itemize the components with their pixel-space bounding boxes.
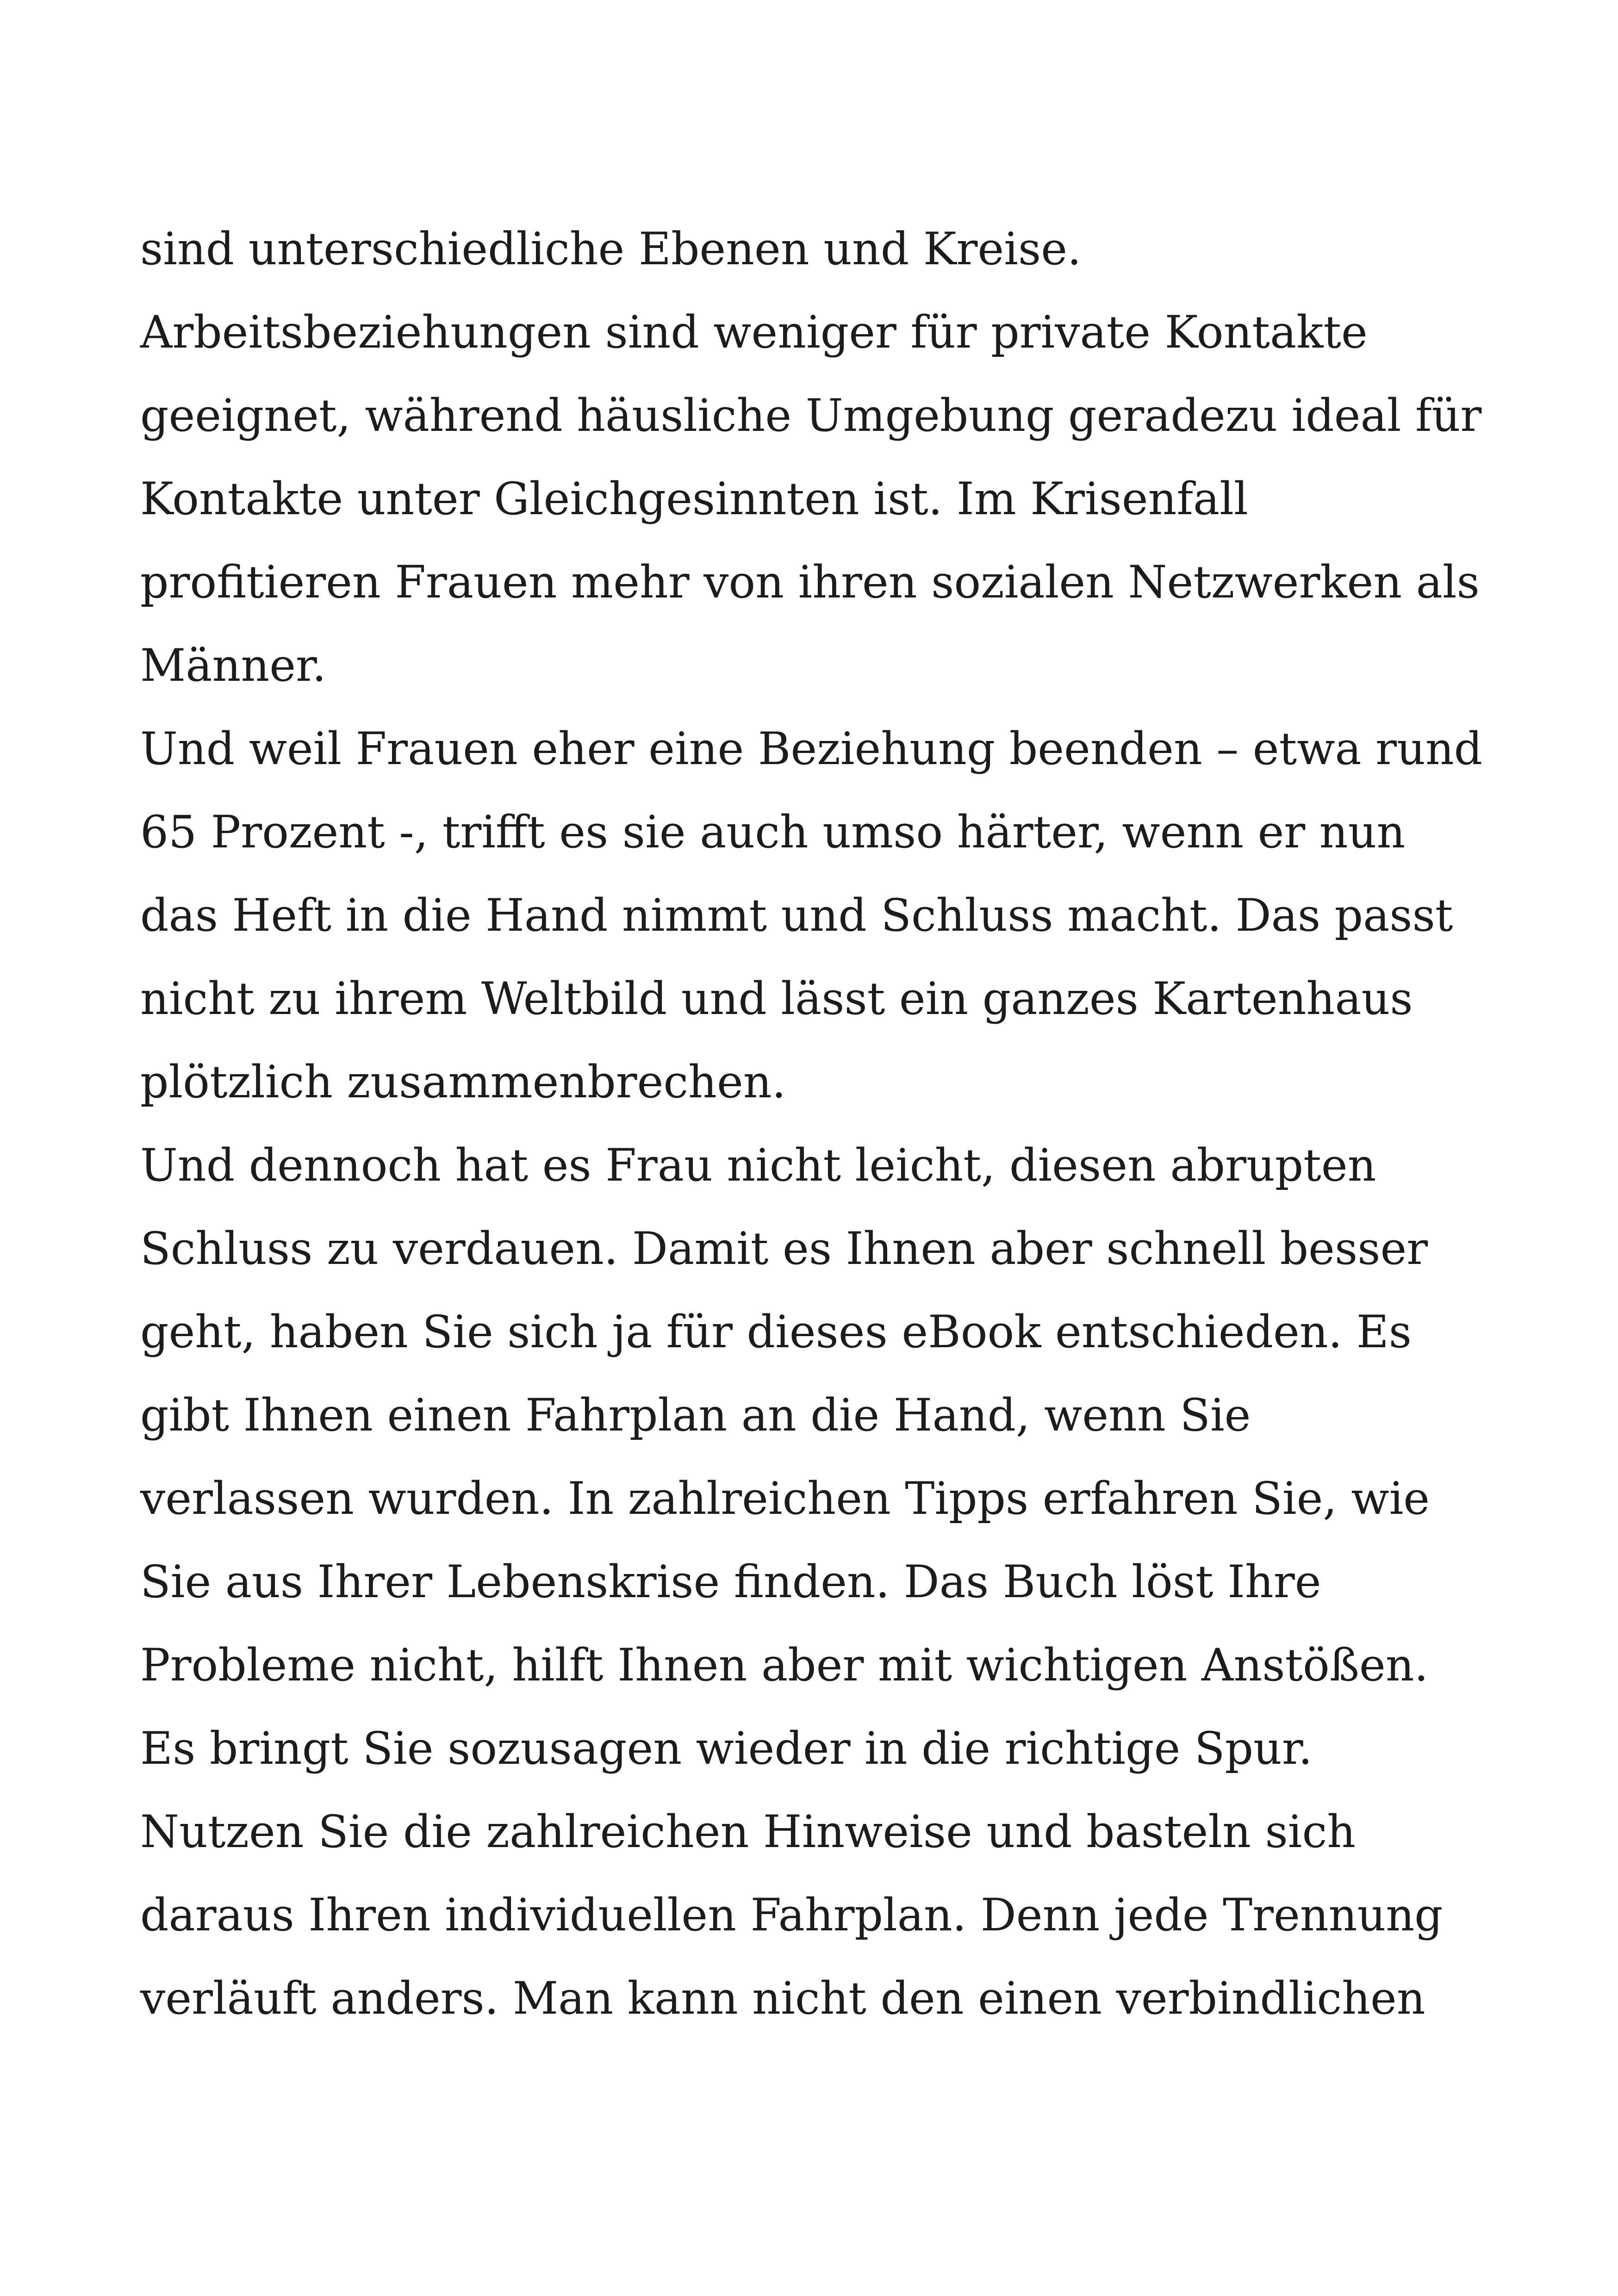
text-line: geeignet, während häusliche Umgebung geradezu ideal für xyxy=(140,390,1482,442)
text-line: Kontakte unter Gleichgesinnten ist. Im Krisenfall xyxy=(140,473,1248,525)
text-line: Arbeitsbeziehungen sind weniger für private Kontakte xyxy=(140,306,1368,358)
text-line: geht, haben Sie sich ja für dieses eBook entschieden. Es xyxy=(140,1306,1412,1358)
text-line: gibt Ihnen einen Fahrplan an die Hand, wenn Sie xyxy=(140,1389,1251,1441)
text-line: Männer. xyxy=(140,640,326,691)
text-line: das Heft in die Hand nimmt und Schluss macht. Das passt xyxy=(140,890,1453,941)
text-line: nicht zu ihrem Weltbild und lässt ein ganzes Kartenhaus xyxy=(140,973,1413,1025)
text-line: sind unterschiedliche Ebenen und Kreise. xyxy=(140,223,1082,275)
text-line: Schluss zu verdauen. Damit es Ihnen aber schnell besser xyxy=(140,1223,1428,1275)
text-line: profitieren Frauen mehr von ihren sozialen Netzwerken als xyxy=(140,556,1480,608)
text-line: verlassen wurden. In zahlreichen Tipps erfahren Sie, wie xyxy=(140,1473,1430,1524)
text-line: Und weil Frauen eher eine Beziehung beenden – etwa rund xyxy=(140,723,1483,775)
text-line: Sie aus Ihrer Lebenskrise finden. Das Buch löst Ihre xyxy=(140,1556,1321,1608)
text-line: Probleme nicht, hilft Ihnen aber mit wichtigen Anstößen. xyxy=(140,1639,1429,1691)
text-line: plötzlich zusammenbrechen. xyxy=(140,1056,786,1108)
text-line: verläuft anders. Man kann nicht den einen verbindlichen xyxy=(140,1972,1425,2024)
text-line: Und dennoch hat es Frau nicht leicht, diesen abrupten xyxy=(140,1139,1376,1191)
text-line: 65 Prozent -, trifft es sie auch umso härter, wenn er nun xyxy=(140,806,1406,858)
body-text xyxy=(140,207,1529,2040)
text-line: Nutzen Sie die zahlreichen Hinweise und basteln sich xyxy=(140,1806,1356,1858)
text-line: daraus Ihren individuellen Fahrplan. Denn jede Trennung xyxy=(140,1889,1443,1941)
text-line: Es bringt Sie sozusagen wieder in die richtige Spur. xyxy=(140,1723,1313,1774)
